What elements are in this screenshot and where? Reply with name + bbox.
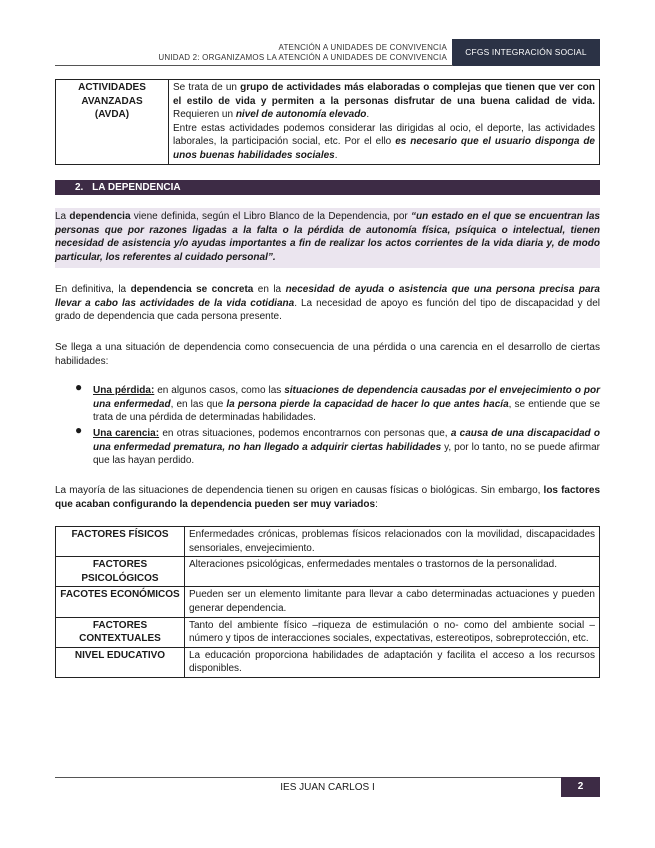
factors-table [55, 526, 600, 678]
factor-label: FACTORES CONTEXTUALES [56, 617, 185, 647]
header-unit: UNIDAD 2: ORGANIZAMOS LA ATENCIÓN A UNIDADES DE CONVIVENCIA [158, 53, 447, 62]
avda-description [169, 80, 600, 165]
factor-description: Alteraciones psicológicas, enfermedades mentales o trastornos de la personalidad. [185, 557, 600, 587]
bullet-icon: ● [75, 380, 83, 394]
avda-label: ACTIVIDADES AVANZADAS (AVDA) [56, 80, 169, 165]
table-row [56, 557, 600, 587]
factor-label: FACTORES FÍSICOS [56, 527, 185, 557]
factor-label: FACTORES PSICOLÓGICOS [56, 557, 185, 587]
avda-paragraph-2: Entre estas actividades podemos considerar las dirigidas al ocio, el deporte, las actividades laborales, la participación social, etc. Por el ello es necesario que el usuario disponga de unos buenas habilidades sociales. [173, 122, 595, 161]
bullet-perdida: Una pérdida: en algunos casos, como las situaciones de dependencia causadas por el envejecimiento o por una enfermedad, en las que la persona pierde la capacidad de hacer lo que antes hacía, se entiende que se trata de una pérdida de determinadas habilidades. [93, 385, 601, 424]
table-row [56, 527, 600, 557]
table-row [56, 587, 600, 617]
factor-description: Tanto del ambiente físico –riqueza de estimulación o no- como del ambiente social – número y tipos de interacciones sociales, expectativas, estereotipos, sobreprotección, etc. [185, 617, 600, 647]
page-number: 2 [561, 777, 600, 797]
factor-label: FACOTES ECONÓMICOS [56, 587, 185, 617]
avda-paragraph-1: Se trata de un grupo de actividades más elaboradas o complejas que tienen que ver con el estilo de vida y permiten a la personas disfrutar de una buena calidad de vida. Requieren un nivel de autonomía elevado. [173, 82, 595, 121]
definition-text: La dependencia viene definida, según el Libro Blanco de la Dependencia, por “un estado en el que se encuentran las personas que por razones ligadas a la falta o la pérdida de autonomía física, psíquica o intelectual, tienen necesidad de asistencia y/o ayudas importantes a fin de realizar los actos corrientes de la vida diaria y, de modo particular, los referentes al cuidado personal”. [55, 211, 600, 263]
section-heading: 2. LA DEPENDENCIA [55, 180, 600, 195]
table-row [56, 647, 600, 677]
table-row [56, 617, 600, 647]
paragraph-factores: La mayoría de las situaciones de dependencia tienen su origen en causas físicas o biológicas. Sin embargo, los factores que acaban configurando la dependencia pueden ser muy variados: [55, 485, 601, 510]
factor-description: Enfermedades crónicas, problemas físicos relacionados con la movilidad, discapacidades sensoriales, envejecimiento. [185, 527, 600, 557]
avda-table [55, 79, 600, 165]
header-rule [55, 65, 453, 66]
footer-institution: IES JUAN CARLOS I [280, 782, 375, 793]
header-title: ATENCIÓN A UNIDADES DE CONVIVENCIA [278, 43, 447, 52]
course-badge: CFGS INTEGRACIÓN SOCIAL [452, 39, 600, 66]
paragraph-situacion: Se llega a una situación de dependencia como consecuencia de una pérdida o una carencia en el desarrollo de ciertas habilidades: [55, 342, 600, 367]
footer-rule [55, 777, 600, 778]
factor-label: NIVEL EDUCATIVO [56, 647, 185, 677]
factor-description: La educación proporciona habilidades de adaptación y facilita el acceso a los recursos disponibles. [185, 647, 600, 677]
bullet-icon: ● [75, 423, 83, 437]
bullet-carencia: Una carencia: en otras situaciones, podemos encontrarnos con personas que, a causa de una discapacidad o una enfermedad prematura, no han llegado a adquirir ciertas habilidades y, por lo tanto, no se puede afirmar que las hayan perdido. [93, 428, 601, 467]
paragraph-en-definitiva: En definitiva, la dependencia se concreta en la necesidad de ayuda o asistencia que una persona precisa para llevar a cabo las actividades de la vida cotidiana. La necesidad de apoyo es función del tipo de discapacidad y del grado de dependencia que cada persona presente. [55, 284, 600, 323]
factor-description: Pueden ser un elemento limitante para llevar a cabo determinadas actuaciones y pueden generar dependencia. [185, 587, 600, 617]
